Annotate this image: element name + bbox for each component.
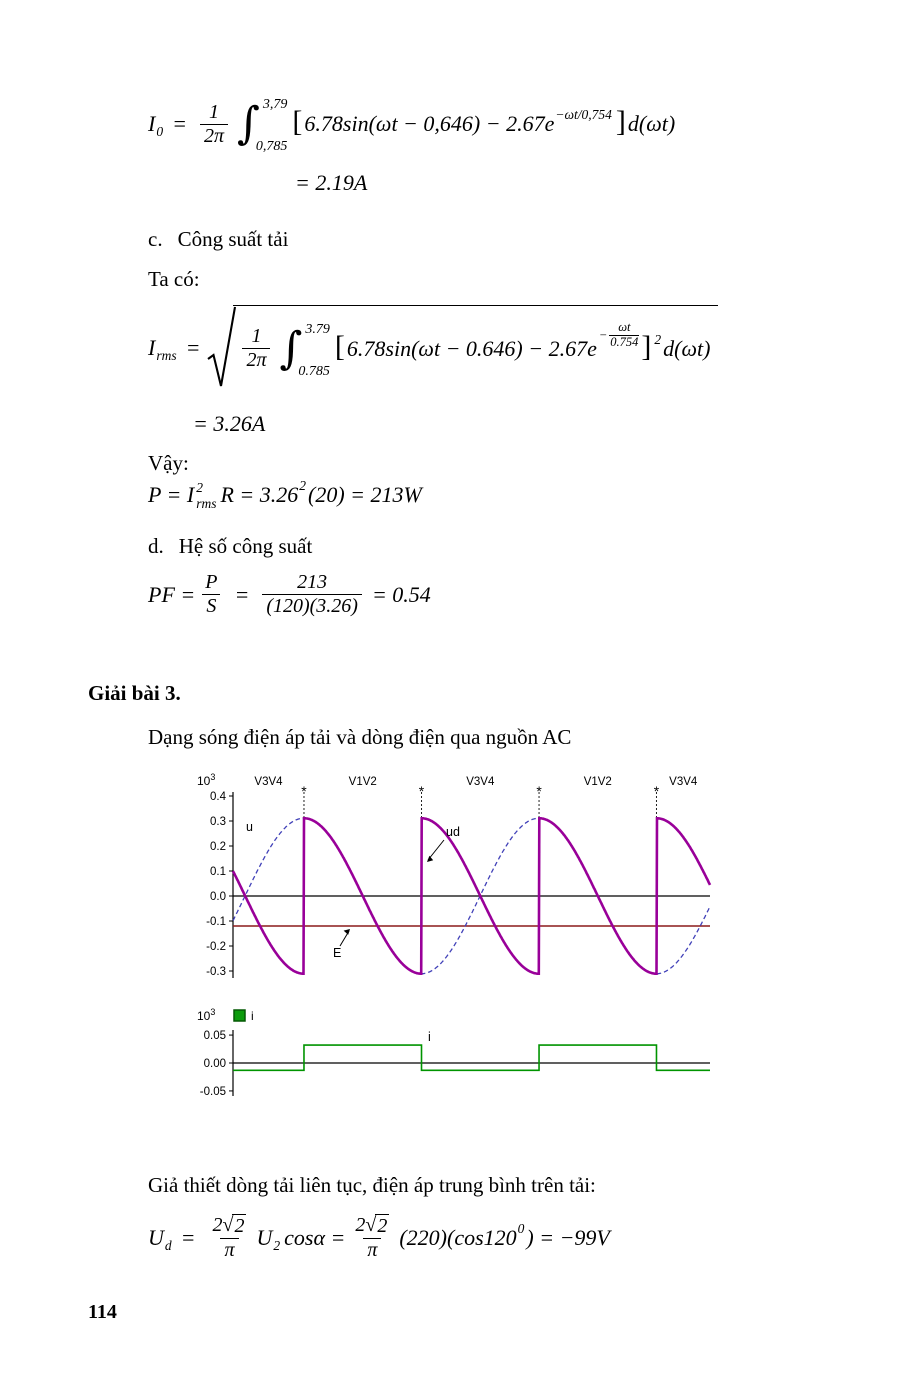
y-tick-label: -0.2 (206, 941, 226, 953)
y-tick-label: 0.1 (210, 866, 226, 878)
commutation-marker: * (418, 783, 425, 799)
chart2-canvas (190, 1005, 720, 1115)
item-d-title: Hệ số công suất (178, 534, 313, 558)
sqrt-expression (207, 305, 718, 390)
formula-i0 (148, 96, 675, 152)
upper-limit: 3,79 (262, 97, 288, 112)
integral-sign: ∫ (279, 322, 303, 374)
y-tick-label: 0.0 (210, 891, 226, 903)
legend-label-i: i (251, 1009, 254, 1023)
vay-line: Vậy: (148, 451, 189, 475)
irms-subscript: rms (156, 347, 177, 363)
integral-limits (256, 98, 288, 154)
conduction-interval-label: V3V4 (254, 776, 283, 788)
square-exponent: 2 (654, 331, 662, 347)
series-i (233, 1045, 710, 1070)
commutation-marker: * (301, 783, 307, 799)
conduction-interval-label: V3V4 (466, 776, 495, 788)
item-c-title: Công suất tải (177, 227, 289, 251)
numerator: P (205, 571, 218, 593)
left-bracket: [ (292, 105, 303, 138)
y-tick-label: -0.1 (206, 916, 226, 928)
fraction-213 (262, 571, 362, 618)
numerator: 213 (297, 571, 328, 593)
chart-voltage-waveforms (190, 770, 720, 1000)
item-c-label: c. (148, 227, 163, 251)
label-i: i (428, 1030, 431, 1044)
y-tick-label: -0.05 (199, 1085, 226, 1098)
exp-denominator: 0.754 (610, 335, 639, 349)
fraction-2sqrt2-pi: 2 √ 2 π (212, 1214, 245, 1261)
formula-irms-result: = 3.26A (193, 411, 266, 436)
chart2-y-scale-label: $10^3$ (197, 1007, 216, 1023)
page-number: 114 (88, 1301, 117, 1323)
equals-sign: = (234, 581, 250, 607)
formula-p (148, 479, 422, 510)
exponent-fraction (599, 321, 640, 350)
p-lead: P = I (148, 481, 195, 507)
y-tick-label: 0.2 (210, 841, 226, 853)
formula-ud (148, 1214, 610, 1262)
integral-limits (298, 323, 330, 379)
y-tick-label: 0.00 (203, 1058, 226, 1070)
fraction-1-2pi (242, 325, 270, 372)
chart1-canvas (190, 770, 720, 1000)
fraction-p-s (201, 571, 221, 618)
section-item-d (148, 533, 312, 559)
equals-sign: = (180, 1225, 196, 1250)
radicand (233, 305, 718, 387)
degree-superscript: 0 (517, 1221, 525, 1236)
y-tick-label: 0.05 (203, 1030, 226, 1043)
pf-result: = 0.54 (371, 581, 431, 607)
integrand: 6.78sin(ωt − 0,646) − 2.67e (304, 111, 555, 136)
integral-sign: ∫ (236, 98, 260, 149)
arrowhead-icon (427, 856, 433, 862)
irms-symbol: I (148, 334, 156, 360)
fraction-1-2pi (200, 101, 228, 148)
equals-sign: = (172, 111, 187, 136)
y-tick-label: 0.4 (210, 791, 226, 803)
right-bracket: ] (641, 329, 652, 363)
numerator: 1 (251, 325, 262, 347)
label-E: E (333, 946, 342, 960)
superscript-2: 2 (196, 480, 203, 495)
p-mid: R = 3.26 (220, 481, 299, 507)
i0-subscript: 0 (156, 124, 164, 139)
upper-limit: 3.79 (305, 321, 330, 337)
exponent: −ωt/0,754 (555, 107, 612, 122)
subscript-rms: rms (196, 495, 217, 511)
legend-swatch-i (234, 1010, 245, 1021)
label-u: u (246, 820, 253, 834)
i0-symbol: I (148, 111, 156, 136)
chart-source-current (190, 1005, 720, 1115)
commutation-marker: * (536, 783, 542, 799)
lower-limit: 0.785 (298, 363, 330, 379)
minus-sign: − (598, 327, 608, 342)
superscript-2: 2 (299, 477, 307, 493)
differential: d(ωt) (663, 335, 711, 361)
rms-supsub (196, 480, 216, 511)
integral (279, 321, 329, 377)
u2-subscript: 2 (273, 1238, 281, 1253)
denominator: 2π (200, 124, 228, 148)
sqrt-sign: √ (365, 1214, 377, 1236)
lower-limit: 0,785 (255, 139, 288, 154)
label-ud: ud (446, 825, 460, 839)
differential: d(ωt) (627, 111, 676, 136)
denominator: (120)(3.26) (262, 594, 362, 618)
section-item-c (148, 226, 288, 252)
denominator: π (220, 1238, 238, 1262)
cos-alpha: cosα = (284, 1225, 346, 1250)
left-bracket: [ (334, 329, 345, 363)
assumption-line: Giả thiết dòng tải liên tục, điện áp trung bình trên tải: (148, 1173, 596, 1197)
denominator: S (202, 594, 220, 618)
u2-symbol: U (256, 1225, 273, 1250)
denominator: 2π (242, 348, 270, 372)
formula-pf (148, 571, 431, 618)
formula-irms (148, 305, 718, 390)
item-d-label: d. (148, 534, 164, 558)
conduction-interval-label: V3V4 (669, 776, 698, 788)
solution-heading: Giải bài 3. (88, 681, 181, 705)
ta-co-line: Ta có: (148, 267, 200, 291)
ud-result: ) = −99V (526, 1225, 610, 1250)
exp-numerator: ωt (618, 320, 631, 335)
p-tail: (20) = 213W (308, 481, 422, 507)
commutation-marker: * (653, 783, 660, 799)
chart1-y-scale-label: $10^3$ (197, 772, 216, 788)
conduction-interval-label: V1V2 (583, 776, 612, 788)
integrand: 6.78sin(ωt − 0.646) − 2.67e (346, 335, 597, 361)
ud-symbol: U (148, 1225, 164, 1250)
equals-sign: = (185, 334, 201, 360)
y-tick-label: 0.3 (210, 816, 226, 828)
denominator: π (363, 1238, 381, 1262)
conduction-interval-label: V1V2 (348, 776, 377, 788)
pf-lead: PF = (148, 581, 196, 607)
sqrt-sign: √ (222, 1214, 234, 1236)
ud-subscript: d (164, 1238, 172, 1253)
waveform-caption: Dạng sóng điện áp tải và dòng điện qua nguồn AC (148, 725, 572, 749)
integral (237, 96, 287, 152)
right-bracket: ] (615, 105, 626, 138)
ud-tail: (220)(cos120 (399, 1225, 517, 1250)
y-tick-label: -0.3 (206, 966, 226, 978)
formula-i0-result: = 2.19A (295, 170, 368, 195)
numerator: 1 (208, 100, 219, 123)
fraction-2sqrt2-pi: 2 √ 2 π (355, 1214, 388, 1261)
